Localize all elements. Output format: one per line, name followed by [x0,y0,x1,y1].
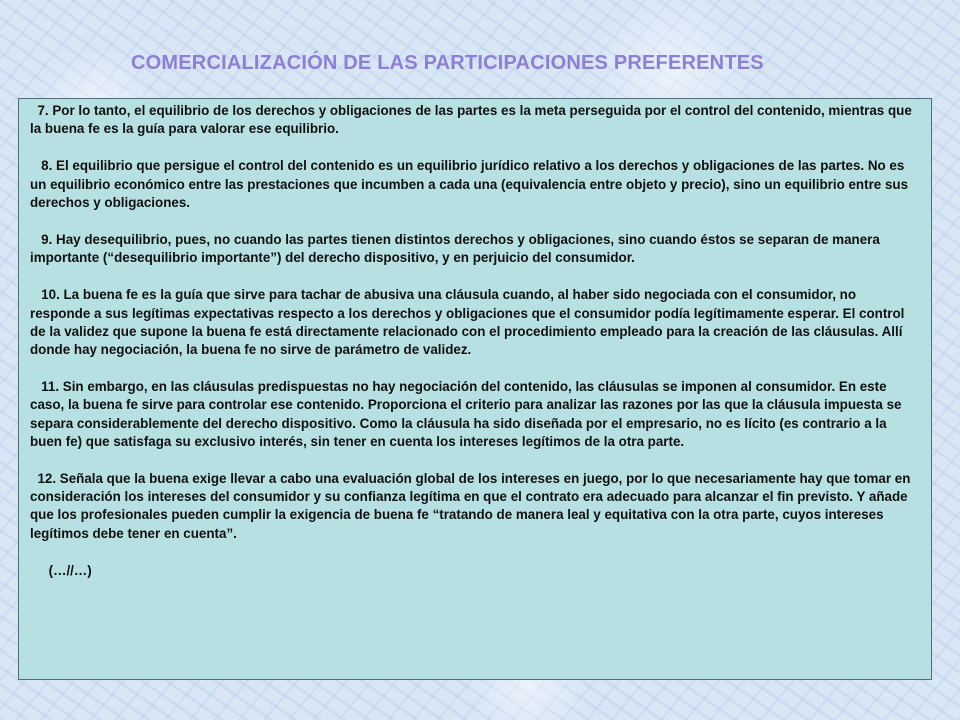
content-box [18,98,932,680]
paragraph-11: 11. Sin embargo, en las cláusulas predispuestas no hay negociación del contenido, las cláusulas se imponen al consumidor. En este caso, la buena fe sirve para controlar ese contenido. Proporciona el criterio para analizar las razones por las que la cláusula impuesta se separa considerablemente del derecho dispositivo. Como la cláusula ha sido diseñada por el empresario, no es lícito (es contrario a la buen fe) que satisfaga su exclusivo interés, sin tener en cuenta los intereses legítimos de la otra parte. [30,379,906,449]
paragraph-7: 7. Por lo tanto, el equilibrio de los derechos y obligaciones de las partes es la meta perseguida por el control del contenido, mientras que la buena fe es la guía para valorar ese equilibrio. [30,103,916,137]
continuation-marker: (…//…) [30,562,92,578]
paragraph-9: 9. Hay desequilibrio, pues, no cuando las partes tienen distintos derechos y obligaciones, sino cuando éstos se separan de manera importante (“desequilibrio importante”) del derecho dispositivo, y en perjuicio del consumidor. [30,232,884,266]
paragraph-12: 12. Señala que la buena exige llevar a cabo una evaluación global de los intereses en juego, por lo que necesariamente hay que tomar en consideración los intereses del consumidor y su confianza legítima en que el contrato era adecuado para alcanzar el fin previsto. Y añade que los profesionales pueden cumplir la exigencia de buena fe “tratando de manera leal y equitativa con la otra parte, cuyos intereses legítimos debe tener en cuenta”. [30,471,915,541]
slide-title: COMERCIALIZACIÓN DE LAS PARTICIPACIONES PREFERENTES [131,52,764,74]
paragraph-10: 10. La buena fe es la guía que sirve para tachar de abusiva una cláusula cuando, al haber sido negociada con el consumidor, no responde a sus legítimas expectativas respecto a los derechos y obligaciones que el consumidor podía legítimamente esperar. El control de la validez que supone la buena fe está directamente relacionado con el procedimiento empleado para la creación de las cláusulas. Allí donde hay negociación, la buena fe no sirve de parámetro de validez. [30,287,909,358]
paragraph-8: 8. El equilibrio que persigue el control del contenido es un equilibrio jurídico relativo a los derechos y obligaciones de las partes. No es un equilibrio económico entre las prestaciones que incumben a cada una (equivalencia entre objeto y precio), sino un equilibrio entre sus derechos y obligaciones. [30,158,912,210]
